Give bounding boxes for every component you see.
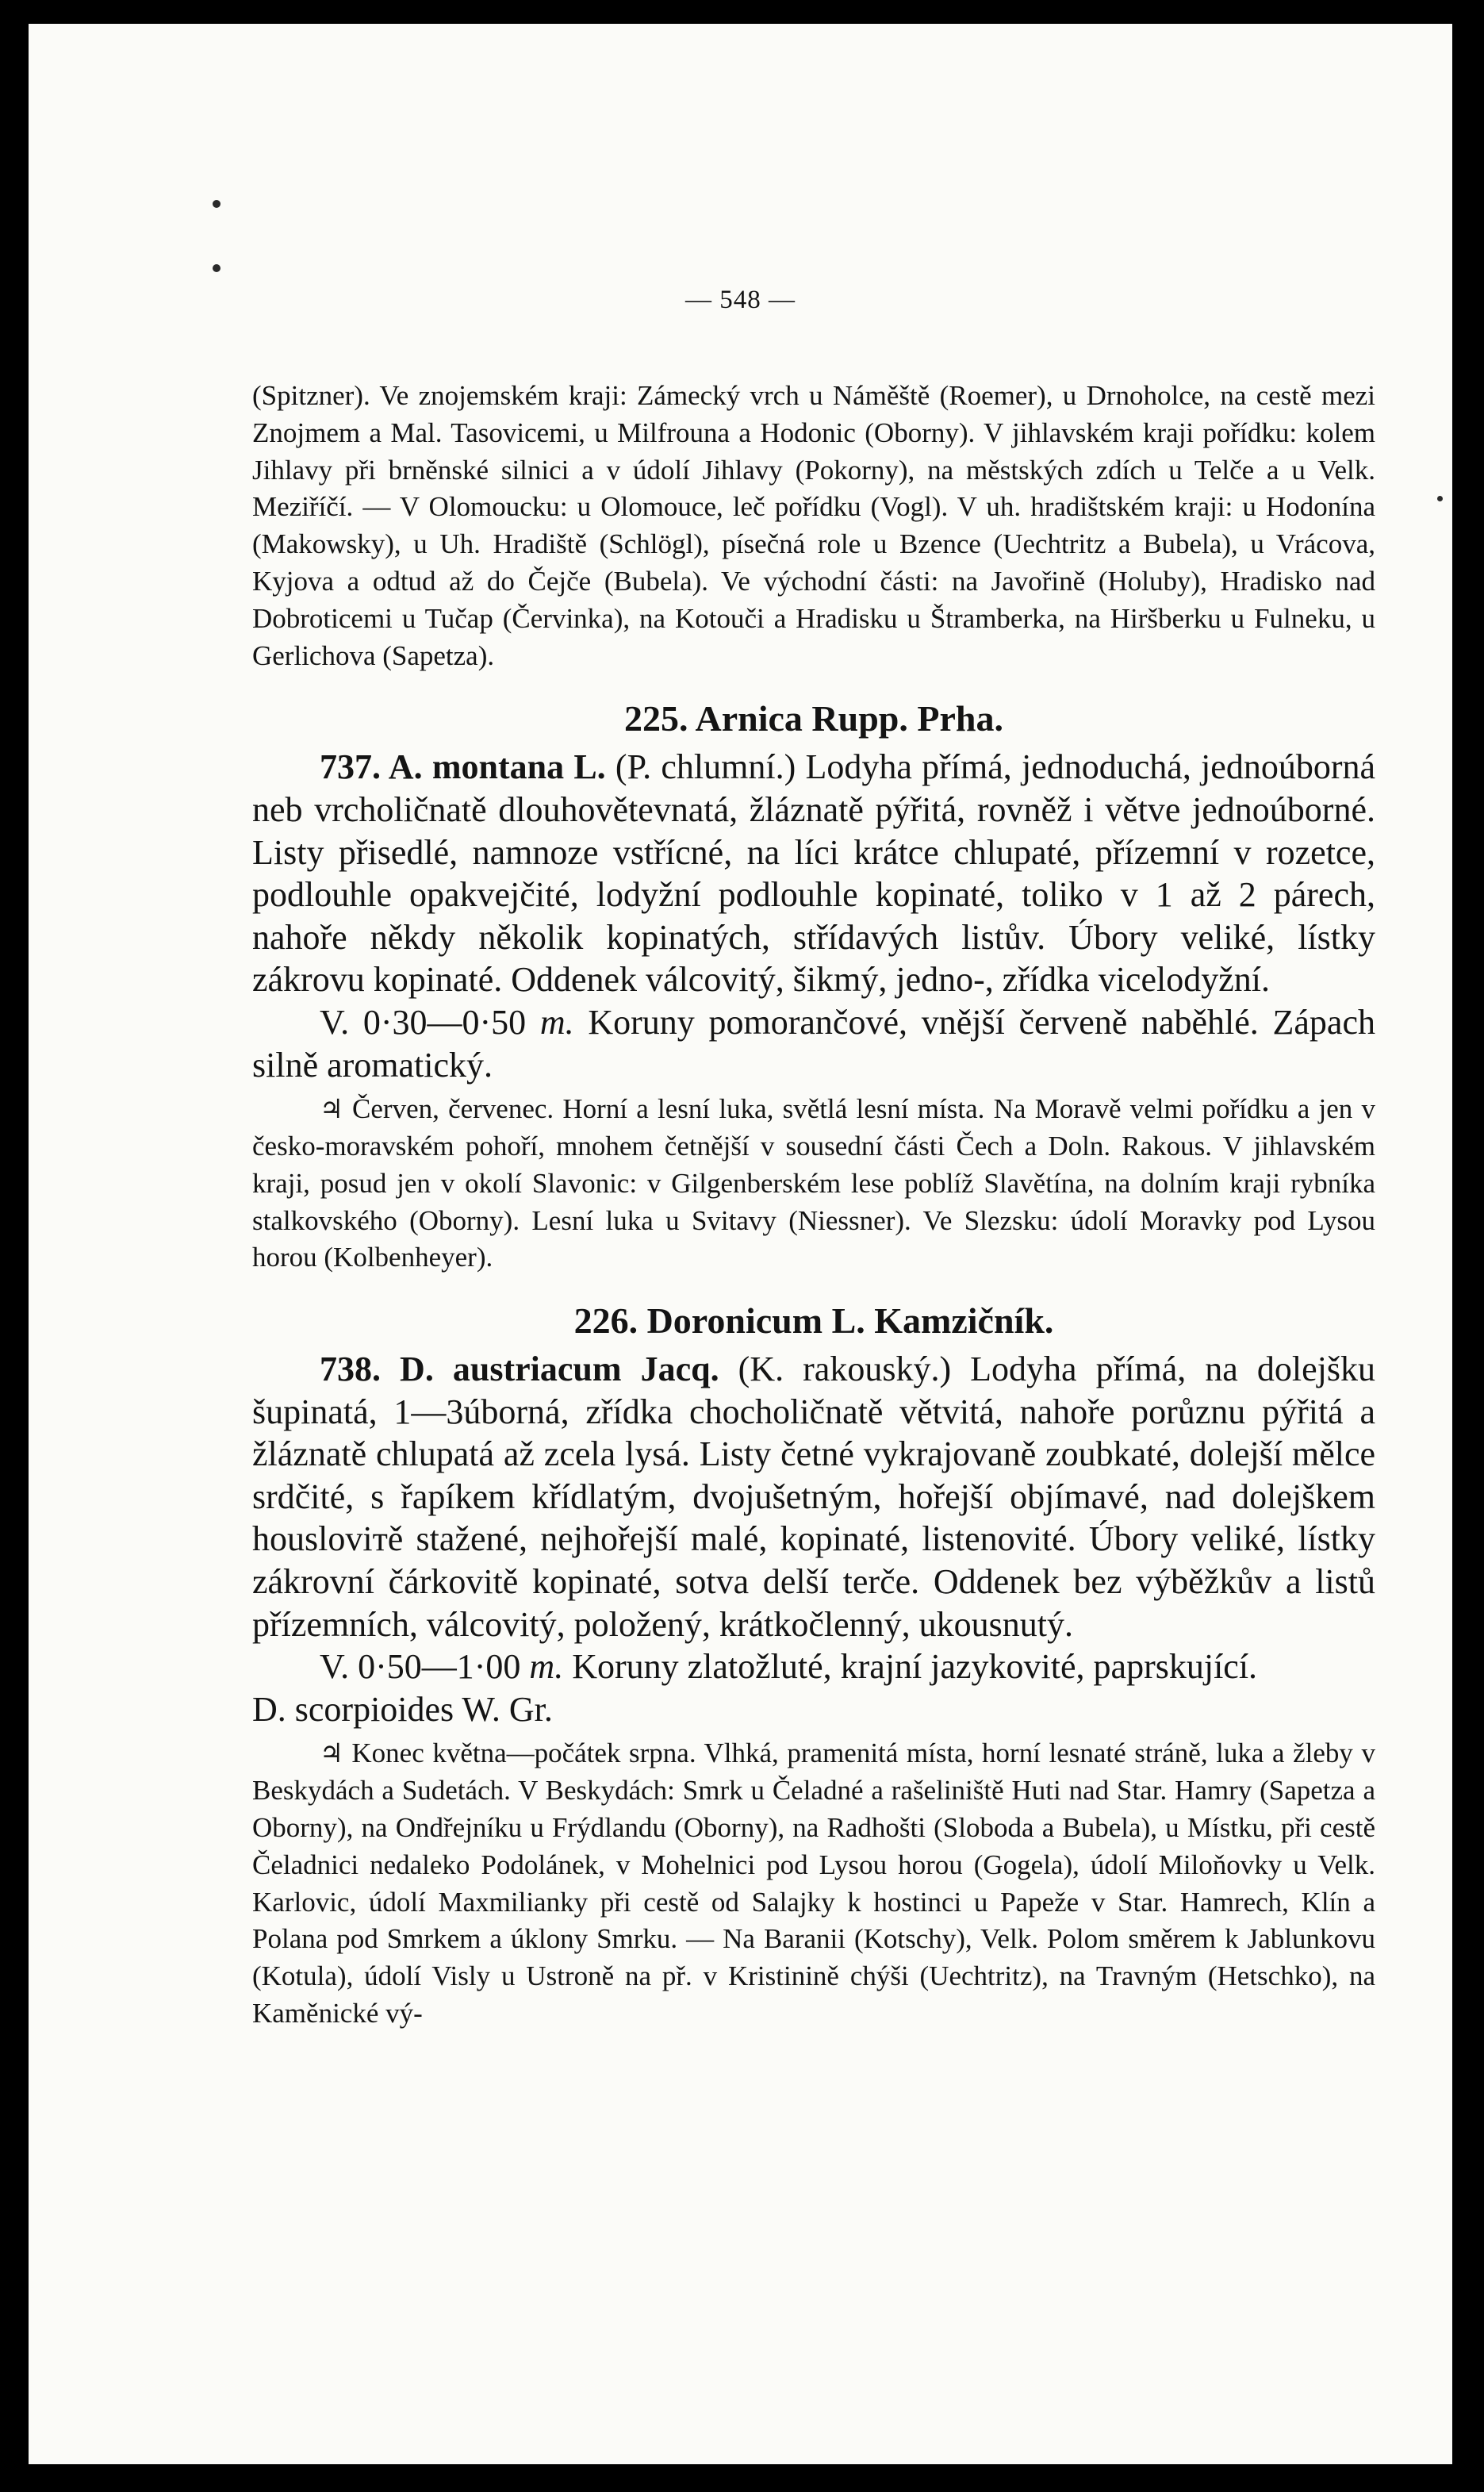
perennial-symbol: ♃ xyxy=(320,1737,343,1769)
scanned-page xyxy=(29,24,1452,2464)
continuation-paragraph: (Spitzner). Ve znojemském kraji: Zámecký vrch u Náměště (Roemer), u Drnoholce, na cestě mezi Znojmem a Mal. Tasovicemi, u Milfrouna a Hodonic (Oborny). V jihlavském kraji pořídku: kolem Jihlavy při brněnské silnici a v údolí Jihlavy (Pokorny), na městských zdích u Telče a u Velk. Meziříčí. — V Olomoucku: u Olomouce, leč pořídku (Vogl). V uh. hradištském kraji: u Hodonína (Makowsky), u Uh. Hradiště (Schlögl), písečná role u Bzence (Uechtritz a Bubela), u Vrácova, Kyjova a odtud až do Čejče (Bubela). Ve východní části: na Javořině (Holuby), Hradisko nad Dobroticemi u Tučap (Červinka), na Kotouči a Hradisku u Štramberka, na Hiršberku u Fulneku, u Gerlichova (Sapetza). xyxy=(252,380,1375,671)
margin-speck xyxy=(1437,496,1443,501)
species-737-description: 737. A. montana L. (P. chlumní.) Lodyha přímá, jednoduchá, jednoúborná neb vrcholičnatě dlouhovětevnatá, žláznatě pýřitá, rovněž i větve jednoúborné. Listy přisedlé, namnoze vstřícné, na líci krátce chlupaté, přízemní v rozetce, podlouhle opakvejčité, lodyžní podlouhle kopinaté, toliko v 1 až 2 párech, nahoře někdy několik kopinatých, střídavých listův. Úbory veliké, lístky zákrovu kopinaté. Oddenek válcovitý, šikmý, jedno-, zřídka vicelodyžní. xyxy=(252,747,1375,1000)
species-738-synonym: D. scorpioides W. Gr. xyxy=(252,1689,553,1729)
page-number: — 548 — xyxy=(685,286,796,314)
species-737-name: 737. A. montana L. xyxy=(320,747,606,787)
species-738-size: V. 0·50—1·00 m. Koruny zlatožluté, krajní jazykovité, paprskující. xyxy=(320,1647,1258,1687)
species-738-name: 738. D. austriacum Jacq. xyxy=(320,1350,719,1389)
margin-speck xyxy=(213,200,220,208)
species-738-distribution: ♃ Konec května—počátek srpna. Vlhká, pramenitá místa, horní lesnaté stráně, luka a žleby v Beskydách a Sudetách. V Beskydách: Smrk u Čeladné a rašeliniště Huti nad Star. Hamry (Sapetza a Oborny), na Ondřejníku u Frýdlandu (Oborny), na Radhošti (Sloboda a Bubela), u Místku, při cestě Čeladnici nedaleko Podolánek, v Mohelnici pod Lysou horou (Gogela), údolí Miloňovky u Velk. Karlovic, údolí Maxmilianky při cestě od Salajky k hostinci u Papeže v Star. Hamrech, Klín a Polana pod Smrkem a úklony Smrku. — Na Baranii (Kotschy), Velk. Polom směrem k Jablunkovu (Kotula), údolí Visly u Ustroně na př. v Kristinině chýši (Uechtritz), na Travným (Hetschko), na Kaměnické vý- xyxy=(252,1737,1375,2029)
species-738-description: 738. D. austriacum Jacq. (K. rakouský.) Lodyha přímá, na dolejšku šupinatá, 1—3úborná, zřídka chocholičnatě větvitá, nahoře porůznu pýřitá a žláznatě chlupatá až zcela lysá. Listy četné vykrajovaně zoubkaté, dolejší mělce srdčité, s řapíkem křídlatým, dvojušetným, hořejší objímavé, nad dolejškem housloviтě stažené, nejhořejší malé, kopinaté, listenovité. Úbory veliké, lístky zákrovní čárkovitě kopinaté, sotva delší terče. Oddenek bez výběžkův a listů přízemních, válcovitý, položený, krátkočlenný, ukousnutý. xyxy=(252,1350,1375,1644)
species-737-distribution: ♃ Červen, červenec. Horní a lesní luka, světlá lesní místa. Na Moravě velmi pořídku a jen v česko-moravském pohoří, mnohem četnější v sousední části Čech a Doln. Rakous. V jihlavském kraji, posud jen v okolí Slavonic: v Gilgenberském lese poblíž Slavětína, na dolním kraji rybníka stalkovského (Oborny). Lesní luka u Svitavy (Niessner). Ve Slezsku: údolí Moravky pod Lysou horou (Kolbenheyer). xyxy=(252,1093,1375,1273)
species-737-size: V. 0·30—0·50 m. Koruny pomorančové, vnější červeně naběhlé. Zápach silně aromatický. xyxy=(252,1002,1375,1085)
margin-speck xyxy=(213,264,220,272)
text-column xyxy=(252,378,1375,2033)
genus-heading-arnica: 225. Arnica Rupp. Prha. xyxy=(624,698,1003,739)
perennial-symbol: ♃ xyxy=(320,1093,343,1125)
genus-heading-doronicum: 226. Doronicum L. Kamzičník. xyxy=(573,1300,1054,1342)
